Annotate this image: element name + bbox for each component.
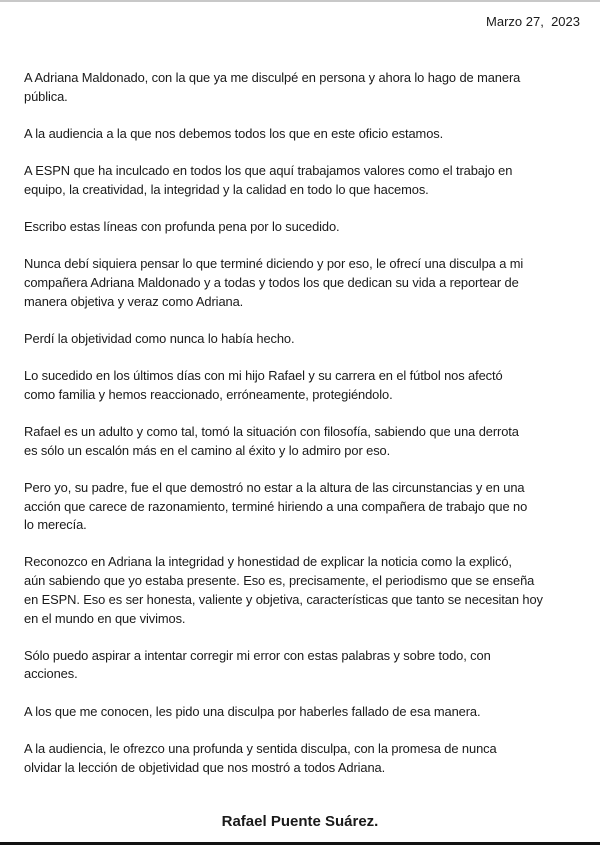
paragraph-line: A los que me conocen, les pido una disculpa por haberles fallado de esa manera. [24,703,481,719]
paragraph-line: pública. [24,88,68,104]
paragraph-line: como familia y hemos reaccionado, erróneamente, protegiéndolo. [24,386,393,402]
signature: Rafael Puente Suárez. [221,813,379,830]
letter-paragraph [24,479,584,535]
letter-body [24,69,584,796]
paragraph-line: en el mundo en que vivimos. [24,610,186,626]
top-border [0,0,600,2]
letter-paragraph [24,162,584,199]
paragraph-line: compañera Adriana Maldonado y a todas y todos los que dedican su vida a reportear de [24,274,519,290]
letter-paragraph [24,255,584,311]
paragraph-line: equipo, la creatividad, la integridad y la calidad en todo lo que hacemos. [24,181,429,197]
letter-paragraph [24,740,584,777]
paragraph-line: Reconozco en Adriana la integridad y honestidad de explicar la noticia como la explicó, [24,554,512,570]
paragraph-line: A ESPN que ha inculcado en todos los que aquí trabajamos valores como el trabajo en [24,163,513,179]
paragraph-line: Perdí la objetividad como nunca lo había hecho. [24,330,295,346]
letter-paragraph [24,125,584,144]
paragraph-line: Rafael es un adulto y como tal, tomó la situación con filosofía, sabiendo que una derrota [24,423,519,439]
paragraph-line: es sólo un escalón más en el camino al éxito y lo admiro por eso. [24,442,391,458]
letter-paragraph [24,330,584,349]
paragraph-line: acción que carece de razonamiento, terminé hiriendo a una compañera de trabajo que no [24,498,528,514]
paragraph-line: en ESPN. Eso es ser honesta, valiente y objetiva, características que tanto se necesitan hoy [24,591,543,607]
paragraph-line: Pero yo, su padre, fue el que demostró no estar a la altura de las circunstancias y en una [24,479,525,495]
paragraph-line: acciones. [24,666,78,682]
paragraph-line: Lo sucedido en los últimos días con mi hijo Rafael y su carrera en el fútbol nos afectó [24,368,503,384]
letter-paragraph [24,703,584,722]
letter-paragraph [24,647,584,684]
paragraph-line: aún sabiendo que yo estaba presente. Eso es, precisamente, el periodismo que se enseña [24,573,535,589]
paragraph-line: A la audiencia a la que nos debemos todos los que en este oficio estamos. [24,125,444,141]
paragraph-line: olvidar la lección de objetividad que nos mostró a todos Adriana. [24,759,386,775]
paragraph-line: Nunca debí siquiera pensar lo que terminé diciendo y por eso, le ofrecí una disculpa a mi [24,256,524,272]
letter-paragraph [24,367,584,404]
paragraph-line: A Adriana Maldonado, con la que ya me disculpé en persona y ahora lo hago de manera [24,70,521,85]
paragraph-line: lo merecía. [24,517,87,533]
letter-paragraph [24,218,584,237]
paragraph-line: A la audiencia, le ofrezco una profunda y sentida disculpa, con la promesa de nunca [24,740,497,756]
letter-date: Marzo 27, 2023 [486,14,580,29]
paragraph-line: manera objetiva y veraz como Adriana. [24,293,244,309]
letter-paragraph [24,423,584,460]
letter-paragraph [24,69,584,106]
paragraph-line: Sólo puedo aspirar a intentar corregir mi error con estas palabras y sobre todo, con [24,647,491,663]
letter-paragraph [24,553,584,628]
paragraph-line: Escribo estas líneas con profunda pena por lo sucedido. [24,219,340,235]
